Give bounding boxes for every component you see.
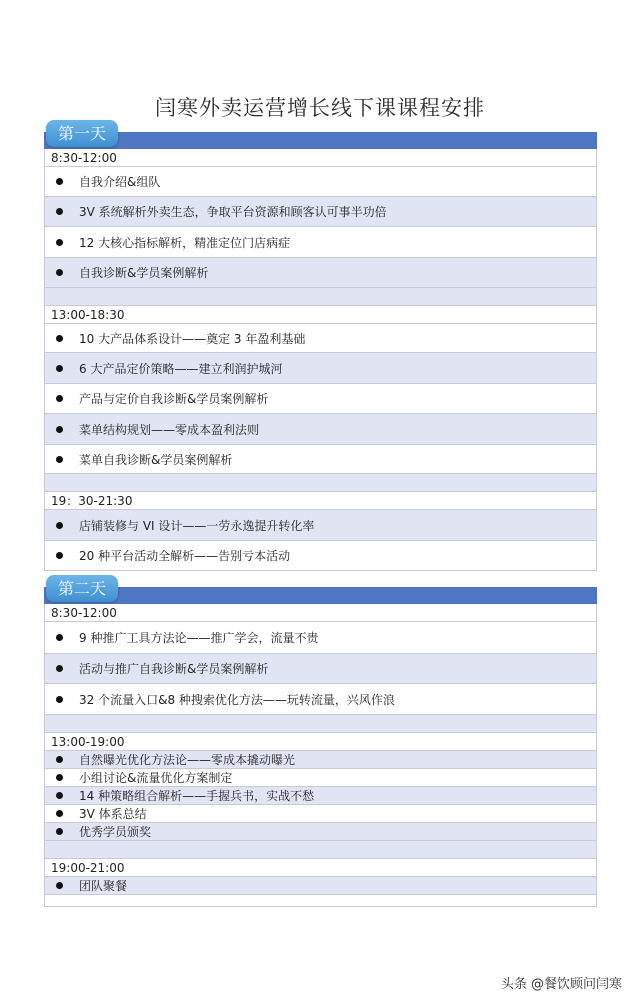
spacer-row: [44, 895, 597, 907]
list-item: [44, 384, 597, 414]
item-text: 自我诊断&学员案例解析: [79, 266, 209, 280]
bullet-icon: [56, 552, 63, 559]
list-item: [44, 684, 597, 715]
item-text: 3V 系统解析外卖生态，争取平台资源和顾客认可事半功倍: [79, 205, 387, 219]
bullet-icon: [56, 696, 63, 703]
bullet-icon: [56, 239, 63, 246]
session-time: 13:00-19:00: [44, 733, 597, 751]
watermark-text: 头条 @餐饮顾问闫寒: [500, 977, 622, 992]
bullet-icon: [56, 365, 63, 372]
bullet-icon: [56, 810, 63, 817]
item-text: 9 种推广工具方法论——推广学会，流量不贵: [79, 631, 319, 645]
item-text: 产品与定价自我诊断&学员案例解析: [79, 392, 269, 406]
bullet-icon: [56, 335, 63, 342]
day-header-bar: [44, 132, 597, 149]
bullet-icon: [56, 178, 63, 185]
day-header-bar: [44, 587, 597, 604]
spacer-row: [44, 474, 597, 492]
list-item: [44, 167, 597, 197]
list-item: [44, 353, 597, 384]
session-time: 8:30-12:00: [44, 149, 597, 167]
item-text: 活动与推广自我诊断&学员案例解析: [79, 662, 269, 676]
bullet-icon: [56, 634, 63, 641]
bullet-icon: [56, 774, 63, 781]
item-text: 团队聚餐: [79, 879, 128, 893]
bullet-icon: [56, 882, 63, 889]
bullet-icon: [56, 828, 63, 835]
bullet-icon: [56, 756, 63, 763]
list-item: [44, 769, 597, 787]
item-text: 3V 体系总结: [79, 807, 147, 821]
list-item: [44, 654, 597, 684]
bullet-icon: [56, 426, 63, 433]
day-gap: [44, 571, 597, 587]
item-text: 20 种平台活动全解析——告别亏本活动: [79, 549, 291, 563]
session-time: 19：30-21:30: [44, 492, 597, 510]
list-item: [44, 805, 597, 823]
schedule-table: [44, 124, 597, 907]
item-text: 自然曝光优化方法论——零成本撬动曝光: [79, 753, 296, 767]
list-item: [44, 541, 597, 571]
list-item: [44, 197, 597, 227]
list-item: [44, 324, 597, 353]
spacer-row: [44, 288, 597, 306]
item-text: 10 大产品体系设计——奠定 3 年盈利基础: [79, 331, 306, 346]
item-text: 优秀学员颁奖: [79, 825, 152, 839]
day-label-badge: 第二天: [46, 575, 118, 602]
list-item: [44, 258, 597, 288]
page-title: 闫寒外卖运营增长线下课课程安排: [155, 96, 485, 120]
item-text: 32 个流量入口&8 种搜索优化方法——玩转流量，兴风作浪: [79, 692, 395, 707]
item-text: 6 大产品定价策略——建立利润护城河: [79, 361, 283, 376]
bullet-icon: [56, 792, 63, 799]
item-text: 小组讨论&流量优化方案制定: [79, 771, 233, 785]
day-block: [44, 579, 597, 907]
bullet-icon: [56, 522, 63, 529]
session-time: 13:00-18:30: [44, 306, 597, 324]
day-label-badge: 第一天: [46, 120, 118, 147]
spacer-row: [44, 841, 597, 859]
item-text: 12 大核心指标解析，精准定位门店病症: [79, 235, 291, 250]
list-item: [44, 823, 597, 841]
item-text: 菜单结构规划——零成本盈利法则: [79, 422, 260, 437]
bullet-icon: [56, 269, 63, 276]
spacer-row: [44, 715, 597, 733]
item-text: 菜单自我诊断&学员案例解析: [79, 452, 233, 467]
list-item: [44, 227, 597, 258]
bullet-icon: [56, 665, 63, 672]
list-item: [44, 445, 597, 474]
list-item: [44, 510, 597, 541]
session-time: 19:00-21:00: [44, 859, 597, 877]
bullet-icon: [56, 208, 63, 215]
list-item: [44, 414, 597, 445]
list-item: [44, 751, 597, 769]
list-item: [44, 787, 597, 805]
item-text: 14 种策略组合解析——手握兵书，实战不愁: [79, 789, 315, 803]
item-text: 自我介绍&组队: [79, 175, 161, 189]
session-time: 8:30-12:00: [44, 604, 597, 622]
bullet-icon: [56, 456, 63, 463]
list-item: [44, 622, 597, 654]
day-block: [44, 124, 597, 571]
bullet-icon: [56, 395, 63, 402]
item-text: 店铺装修与 VI 设计——一劳永逸提升转化率: [79, 518, 315, 533]
list-item: [44, 877, 597, 895]
